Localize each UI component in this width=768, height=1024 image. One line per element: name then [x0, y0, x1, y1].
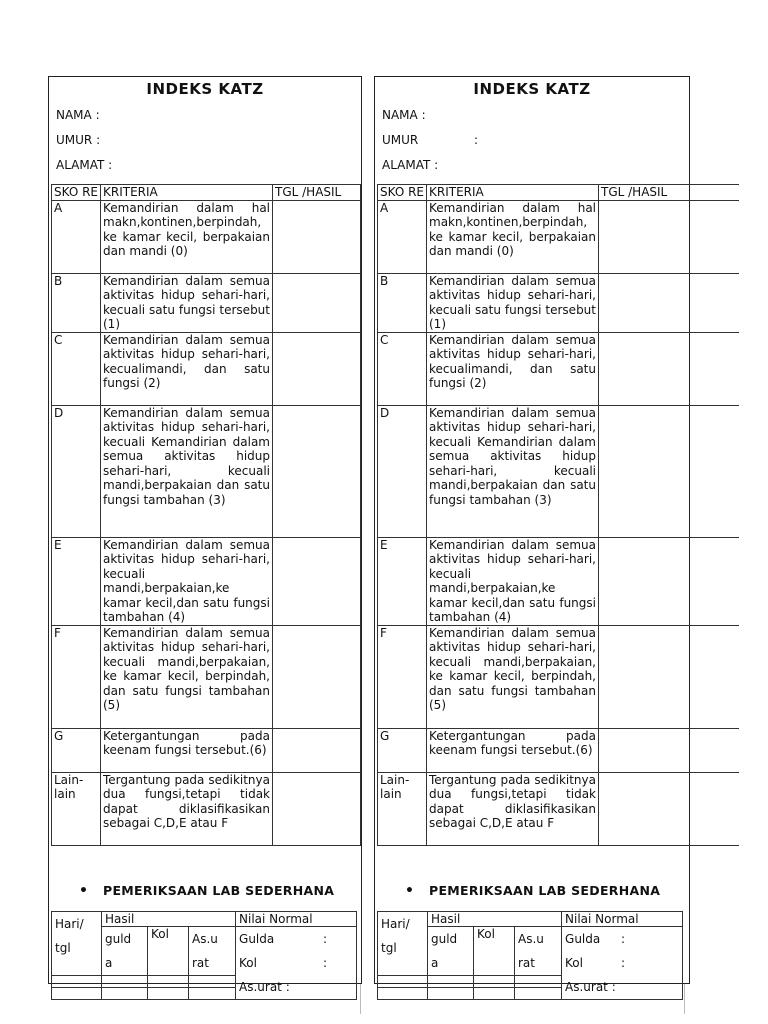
- header-tgl: TGL /HASIL: [273, 185, 361, 201]
- hari-tgl-header: Hari/ tgl: [378, 912, 428, 976]
- table-row: [378, 405, 740, 537]
- result-cell[interactable]: [599, 332, 740, 405]
- table-row: [52, 728, 361, 772]
- gulda-header: guld a: [102, 927, 148, 976]
- header-skore: SKO RE: [52, 185, 101, 201]
- header-tgl: TGL /HASIL: [599, 185, 740, 201]
- table-row: [52, 405, 361, 537]
- katz-form-right: [374, 76, 690, 994]
- lab-heading: [405, 883, 660, 899]
- table-row: [378, 728, 740, 772]
- result-cell[interactable]: [599, 405, 740, 537]
- cut-line: [360, 984, 361, 1014]
- score-cell: Lain-lain: [378, 772, 427, 845]
- table-row: [52, 537, 361, 625]
- score-cell: B: [378, 273, 427, 332]
- form-title: INDEKS KATZ: [473, 80, 591, 98]
- hasil-header: Hasil: [428, 912, 562, 927]
- lab-cell[interactable]: [428, 988, 474, 1000]
- result-cell[interactable]: [273, 625, 361, 728]
- score-cell: A: [52, 200, 101, 273]
- score-cell: D: [378, 405, 427, 537]
- lab-cell[interactable]: [474, 988, 515, 1000]
- gulda-header: guld a: [428, 927, 474, 976]
- lab-cell[interactable]: [52, 976, 102, 988]
- lab-cell[interactable]: [428, 976, 474, 988]
- score-cell: C: [52, 332, 101, 405]
- nama-field: NAMA :: [382, 108, 426, 122]
- score-cell: D: [52, 405, 101, 537]
- hasil-header: Hasil: [102, 912, 236, 927]
- header-kriteria: KRITERIA: [101, 185, 273, 201]
- criteria-cell: Kemandirian dalam semua aktivitas hidup sehari-hari, kecuali Kemandirian dalam semua aktivitas hidup sehari-hari, kecuali mandi,berpakaian dan satu fungsi tambahan (3): [101, 405, 273, 537]
- lab-heading-text: PEMERIKSAAN LAB SEDERHANA: [429, 883, 661, 898]
- score-cell: E: [378, 537, 427, 625]
- table-row: [378, 772, 740, 845]
- criteria-cell: Ketergantungan pada keenam fungsi tersebut.(6): [101, 728, 273, 772]
- result-cell[interactable]: [273, 273, 361, 332]
- lab-cell[interactable]: [189, 976, 236, 988]
- criteria-cell: Ketergantungan pada keenam fungsi tersebut.(6): [427, 728, 599, 772]
- lab-cell[interactable]: [189, 988, 236, 1000]
- umur-field: UMUR :: [56, 133, 101, 147]
- lab-cell[interactable]: [148, 988, 189, 1000]
- table-row: [378, 332, 740, 405]
- lab-cell[interactable]: [378, 976, 428, 988]
- header-skore: SKO RE: [378, 185, 427, 201]
- alamat-field: ALAMAT :: [56, 158, 113, 172]
- criteria-cell: Kemandirian dalam semua aktivitas hidup sehari-hari, kecualimandi, dan satu fungsi (2): [427, 332, 599, 405]
- lab-cell[interactable]: [102, 988, 148, 1000]
- score-cell: Lain-lain: [52, 772, 101, 845]
- bullet-icon: •: [405, 883, 415, 899]
- result-cell[interactable]: [599, 537, 740, 625]
- criteria-cell: Kemandirian dalam semua aktivitas hidup sehari-hari, kecualimandi, dan satu fungsi (2): [101, 332, 273, 405]
- alamat-field: ALAMAT :: [382, 158, 439, 172]
- result-cell[interactable]: [599, 772, 740, 845]
- nilai-normal-header: Nilai Normal: [236, 912, 357, 927]
- form-title: INDEKS KATZ: [146, 80, 264, 98]
- criteria-cell: Kemandirian dalam semua aktivitas hidup sehari-hari, kecuali mandi,berpakaian,ke kamar kecil,dan satu fungsi tambahan (4): [427, 537, 599, 625]
- score-cell: G: [378, 728, 427, 772]
- hari-tgl-header: Hari/ tgl: [52, 912, 102, 976]
- criteria-cell: Tergantung pada sedikitnya dua fungsi,tetapi tidak dapat diklasifikasikan sebagai C,D,E atau F: [427, 772, 599, 845]
- result-cell[interactable]: [599, 728, 740, 772]
- lab-cell[interactable]: [52, 988, 102, 1000]
- nilai-normal-header: Nilai Normal: [562, 912, 683, 927]
- kol-header: Kol: [148, 927, 189, 976]
- table-row: [378, 625, 740, 728]
- table-row: [52, 772, 361, 845]
- lab-cell[interactable]: [378, 988, 428, 1000]
- table-row: [52, 332, 361, 405]
- lab-table: [51, 911, 357, 1000]
- lab-heading-text: PEMERIKSAAN LAB SEDERHANA: [103, 883, 335, 898]
- table-row: [52, 200, 361, 273]
- score-cell: G: [52, 728, 101, 772]
- header-row: [378, 185, 740, 201]
- lab-cell[interactable]: [515, 988, 562, 1000]
- score-cell: C: [378, 332, 427, 405]
- score-cell: B: [52, 273, 101, 332]
- result-cell[interactable]: [273, 537, 361, 625]
- bullet-icon: •: [79, 883, 89, 899]
- table-row: [378, 200, 740, 273]
- criteria-cell: Kemandirian dalam hal makn,kontinen,berpindah, ke kamar kecil, berpakaian dan mandi (0): [427, 200, 599, 273]
- criteria-cell: Kemandirian dalam semua aktivitas hidup sehari-hari, kecuali mandi,berpakaian, ke kamar kecil, berpindah, dan satu fungsi tambahan (5): [101, 625, 273, 728]
- asurat-header: As.u rat: [189, 927, 236, 976]
- score-cell: F: [52, 625, 101, 728]
- criteria-cell: Kemandirian dalam semua aktivitas hidup sehari-hari, kecuali mandi,berpakaian,ke kamar kecil,dan satu fungsi tambahan (4): [101, 537, 273, 625]
- umur-field: UMUR :: [382, 133, 479, 147]
- lab-cell[interactable]: [515, 976, 562, 988]
- lab-heading: [79, 883, 334, 899]
- result-cell[interactable]: [273, 200, 361, 273]
- result-cell[interactable]: [599, 273, 740, 332]
- result-cell[interactable]: [599, 200, 740, 273]
- katz-form-left: [48, 76, 362, 994]
- asurat-header: As.u rat: [515, 927, 562, 976]
- nama-field: NAMA :: [56, 108, 100, 122]
- score-cell: A: [378, 200, 427, 273]
- cut-line: [684, 984, 685, 1014]
- lab-cell[interactable]: [148, 976, 189, 988]
- nilai-normal-values: Gulda : Kol : As.urat :: [236, 927, 357, 1000]
- score-cell: F: [378, 625, 427, 728]
- lab-table: [377, 911, 683, 1000]
- criteria-cell: Kemandirian dalam hal makn,kontinen,berpindah, ke kamar kecil, berpakaian dan mandi (0): [101, 200, 273, 273]
- katz-table: [51, 184, 361, 846]
- table-row: [52, 273, 361, 332]
- lab-cell[interactable]: [102, 976, 148, 988]
- result-cell[interactable]: [273, 772, 361, 845]
- criteria-cell: Kemandirian dalam semua aktivitas hidup sehari-hari, kecuali mandi,berpakaian, ke kamar kecil, berpindah, dan satu fungsi tambahan (5): [427, 625, 599, 728]
- criteria-cell: Kemandirian dalam semua aktivitas hidup sehari-hari, kecuali satu fungsi tersebut (1): [101, 273, 273, 332]
- result-cell[interactable]: [273, 728, 361, 772]
- result-cell[interactable]: [273, 405, 361, 537]
- lab-cell[interactable]: [474, 976, 515, 988]
- nilai-normal-values: Gulda : Kol : As.urat :: [562, 927, 683, 1000]
- table-row: [378, 273, 740, 332]
- criteria-cell: Tergantung pada sedikitnya dua fungsi,tetapi tidak dapat diklasifikasikan sebagai C,D,E atau F: [101, 772, 273, 845]
- header-kriteria: KRITERIA: [427, 185, 599, 201]
- table-row: [52, 625, 361, 728]
- result-cell[interactable]: [273, 332, 361, 405]
- criteria-cell: Kemandirian dalam semua aktivitas hidup sehari-hari, kecuali Kemandirian dalam semua aktivitas hidup sehari-hari, kecuali mandi,berpakaian dan satu fungsi tambahan (3): [427, 405, 599, 537]
- criteria-cell: Kemandirian dalam semua aktivitas hidup sehari-hari, kecuali satu fungsi tersebut (1): [427, 273, 599, 332]
- result-cell[interactable]: [599, 625, 740, 728]
- katz-table: [377, 184, 739, 846]
- table-row: [378, 537, 740, 625]
- header-row: [52, 185, 361, 201]
- score-cell: E: [52, 537, 101, 625]
- kol-header: Kol: [474, 927, 515, 976]
